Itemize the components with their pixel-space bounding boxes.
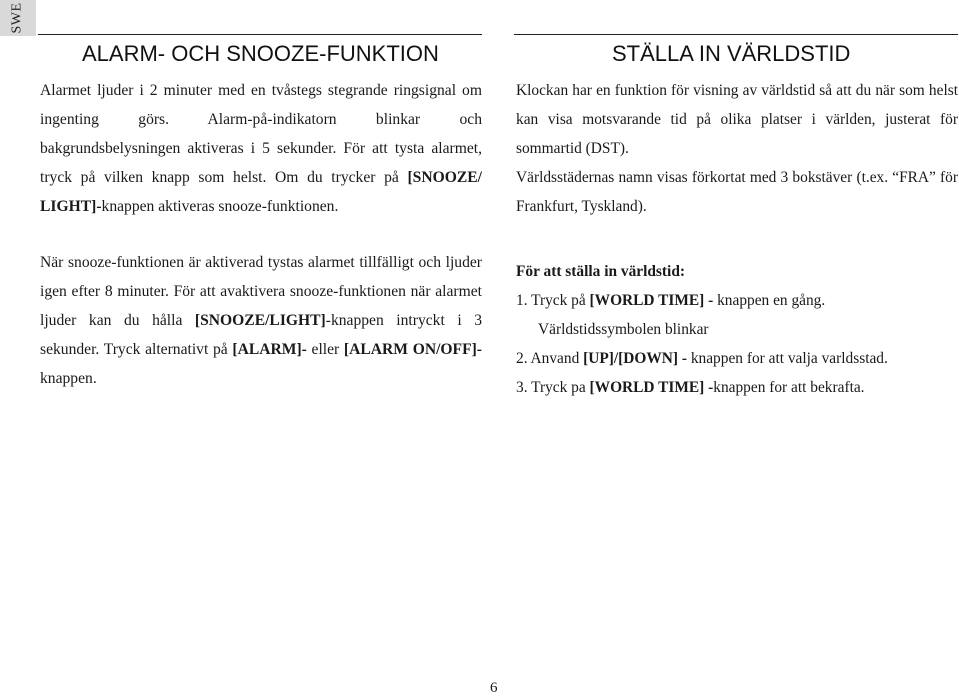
snooze-paragraph <box>40 248 482 393</box>
snooze-paragraph-text-2: -knappen intryckt i 3 sekunder. Tryck alternativt på <box>40 312 482 358</box>
city-abbreviation-paragraph <box>516 163 958 221</box>
world-time-subheading: För att ställa in världstid: <box>516 263 686 280</box>
world-time-paragraph-text: Klockan har en funktion för visning av världstid så att du när som helst kan visa motsvarande tid på olika platser i världen, justerat för sommartid (DST). <box>516 82 958 157</box>
step-1-note <box>538 315 709 344</box>
step-3-post: knappen for att bekrafta. <box>713 379 865 396</box>
step-2-post: knappen for att valja varldsstad. <box>686 350 888 367</box>
step-2 <box>516 344 888 373</box>
right-section-title: STÄLLA IN VÄRLDSTID <box>612 41 851 66</box>
world-time-paragraph <box>516 76 958 163</box>
alarm-paragraph-text-1: Alarmet ljuder i 2 minuter med en tvåstegs stegrande ringsignal om ingenting görs. Alarm-på-indikatorn blinkar och bakgrundsbelysningen aktiveras i 5 sekunder. För att tysta alarmet, tryck på vilken knapp som helst. Om du trycker på <box>40 82 482 186</box>
language-tab-label: SWE <box>10 2 25 34</box>
step-3-pre: 3. Tryck pa <box>516 379 590 396</box>
step-1-key: [WORLD TIME] - <box>589 292 714 309</box>
alarm-paragraph <box>40 76 482 221</box>
page-number: 6 <box>490 680 498 696</box>
left-section-title: ALARM- OCH SNOOZE-FUNKTION <box>82 41 439 66</box>
step-1-pre: 1. Tryck på <box>516 292 590 309</box>
snooze-paragraph-key-alarm-on-off: [ALARM ON/OFF]- <box>343 341 482 358</box>
language-tab <box>0 0 36 36</box>
snooze-paragraph-key-snooze-light: [SNOOZE/LIGHT] <box>194 312 326 329</box>
left-title-rule <box>38 34 482 35</box>
alarm-paragraph-key-snooze-light: [SNOOZE/ LIGHT]- <box>40 169 482 215</box>
snooze-paragraph-text-1: När snooze-funktionen är aktiverad tystas alarmet tillfälligt och ljuder igen efter 8 minuter. För att avaktivera snooze-funktionen när alarmet ljuder kan du hålla <box>40 254 482 329</box>
step-1 <box>516 286 825 315</box>
step-2-pre: 2. Anvand <box>516 350 584 367</box>
snooze-paragraph-text-3: eller <box>306 341 344 358</box>
step-2-key: [UP]/[DOWN] - <box>583 350 687 367</box>
alarm-paragraph-text-2: knappen aktiveras snooze-funktionen. <box>101 198 339 215</box>
city-abbreviation-paragraph-text: Världsstädernas namn visas förkortat med 3 bokstäver (t.ex. “FRA” för Frankfurt, Tyskland). <box>516 169 958 215</box>
step-3 <box>516 373 865 402</box>
snooze-paragraph-text-4: knappen. <box>40 370 97 387</box>
step-1-note-text: Världstidssymbolen blinkar <box>538 321 709 338</box>
snooze-paragraph-key-alarm: [ALARM]- <box>232 341 307 358</box>
step-1-post: knappen en gång. <box>713 292 826 309</box>
step-3-key: [WORLD TIME] - <box>589 379 714 396</box>
right-title-rule <box>514 34 958 35</box>
